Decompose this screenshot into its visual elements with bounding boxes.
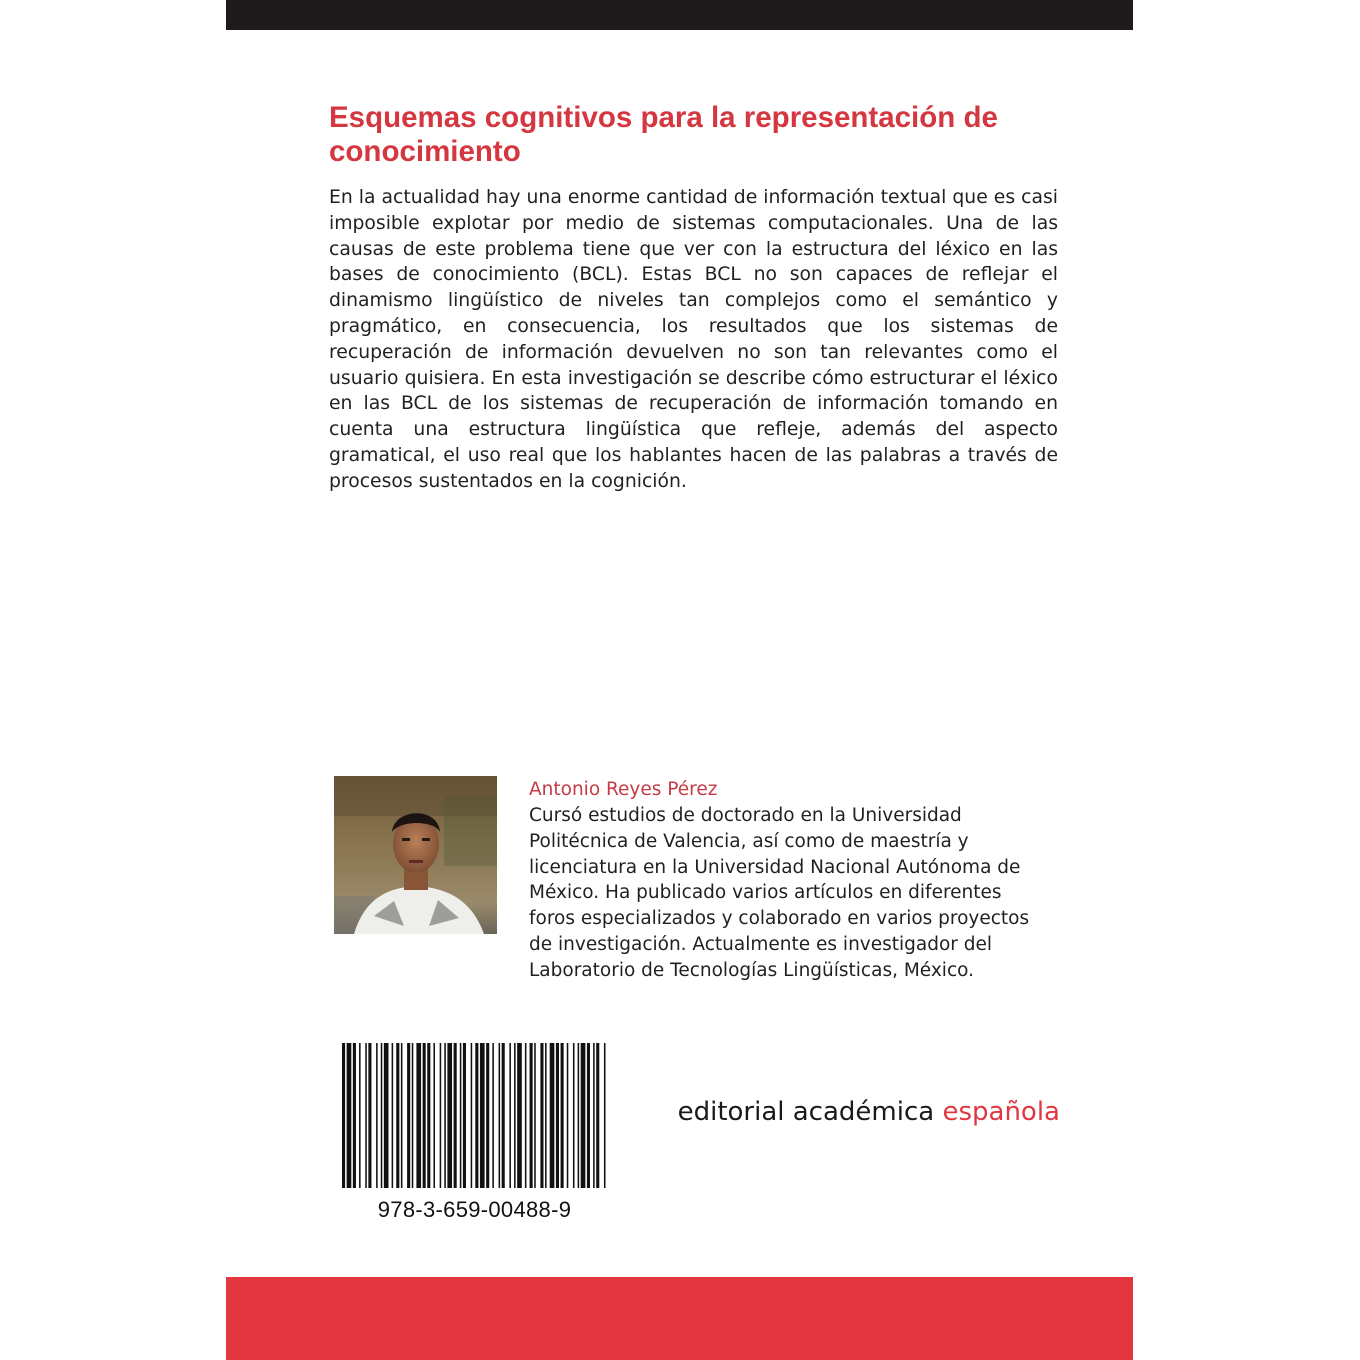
barcode-bar <box>545 1043 547 1188</box>
barcode-bar <box>567 1043 569 1188</box>
barcode-bar <box>427 1043 430 1188</box>
book-abstract: En la actualidad hay una enorme cantidad de información textual que es casi imposible explotar por medio de sistemas computacionales. Una de las causas de este problema tiene que ver con la estructura del léxico en las bases de conocimiento (BCL). Estas BCL no son capaces de reflejar el dinamismo lingüístico de niveles tan complejos como el semántico y pragmático, en consecuencia, los resultados que los sistemas de recuperación de información devuelven no son tan relevantes como el usuario quisiera. En esta investigación se describe cómo estructurar el léxico en las BCL de los sistemas de recuperación de información tomando en cuenta una estructura lingüística que refleje, además del aspecto gramatical, el uso real que los hablantes hacen de las palabras a través de procesos sustentados en la cognición. <box>329 187 1058 492</box>
barcode-bar <box>587 1043 590 1188</box>
barcode-bar <box>381 1043 383 1188</box>
author-name: Antonio Reyes Pérez <box>529 779 718 800</box>
barcode-bar <box>502 1043 505 1188</box>
barcode-bar <box>401 1043 403 1188</box>
barcode-bar <box>440 1043 442 1188</box>
barcode-bar <box>517 1043 522 1188</box>
barcode-bar <box>460 1043 462 1188</box>
barcode-bar <box>573 1043 575 1188</box>
barcode-bar <box>525 1043 527 1188</box>
barcode-bar <box>509 1043 511 1188</box>
barcode-bar <box>416 1043 421 1188</box>
isbn-number: 978-3-659-00488-9 <box>377 1197 572 1222</box>
barcode-bar <box>581 1043 586 1188</box>
barcode-bar <box>578 1043 580 1188</box>
author-bio: Cursó estudios de doctorado en la Universidad Politécnica de Valencia, así como de maestría y licenciatura en la Universidad Nacional Autónoma de México. Ha publicado varios artículos en diferentes foros especializados y colaborado en varios proyectos de investigación. Actualmente es investigador del Laboratorio de Tecnologías Lingüísticas, México. <box>529 805 1030 981</box>
barcode-bar <box>342 1043 345 1188</box>
publisher-name-main: editorial académica <box>677 1097 935 1127</box>
barcode-bar <box>447 1043 452 1188</box>
barcode-bar <box>396 1043 399 1188</box>
barcode-bar <box>593 1043 595 1188</box>
publisher-name-accent: española <box>942 1097 1060 1127</box>
barcode-bar <box>561 1043 564 1188</box>
barcode-bar <box>556 1043 559 1188</box>
top-color-band <box>226 0 1133 30</box>
barcode-bar <box>486 1043 489 1188</box>
barcode-bar <box>384 1043 389 1188</box>
barcode-bar <box>463 1043 466 1188</box>
isbn-barcode <box>342 1043 607 1188</box>
barcode-bar <box>423 1043 426 1188</box>
barcode-bar <box>475 1043 478 1188</box>
barcode-bar <box>392 1043 394 1188</box>
barcode-bar <box>359 1043 361 1188</box>
barcode-bar <box>534 1043 536 1188</box>
barcode-bar <box>499 1043 501 1188</box>
barcode-bar <box>376 1043 378 1188</box>
barcode-bar <box>412 1043 414 1188</box>
barcode-bar <box>596 1043 599 1188</box>
barcode-bar <box>514 1043 516 1188</box>
barcode-bar <box>365 1043 367 1188</box>
barcode-bar <box>530 1043 533 1188</box>
barcode-bar <box>540 1043 543 1188</box>
barcode-bar <box>454 1043 457 1188</box>
bottom-color-band <box>226 1277 1133 1360</box>
barcode-bar <box>492 1043 494 1188</box>
book-back-cover <box>226 0 1133 1360</box>
book-title: Esquemas cognitivos para la representación de conocimiento <box>329 101 998 168</box>
barcode-bar <box>347 1043 352 1188</box>
publisher-logo <box>660 1094 1060 1130</box>
author-section <box>529 777 1059 984</box>
barcode-bar <box>471 1043 473 1188</box>
barcode-bar <box>444 1043 446 1188</box>
barcode-bar <box>550 1043 555 1188</box>
barcode-bar <box>604 1043 606 1188</box>
barcode-bar <box>480 1043 485 1188</box>
barcode-bar <box>353 1043 356 1188</box>
barcode-bar <box>407 1043 410 1188</box>
barcode-bar <box>433 1043 435 1188</box>
author-photo <box>334 776 497 934</box>
barcode-bar <box>368 1043 371 1188</box>
